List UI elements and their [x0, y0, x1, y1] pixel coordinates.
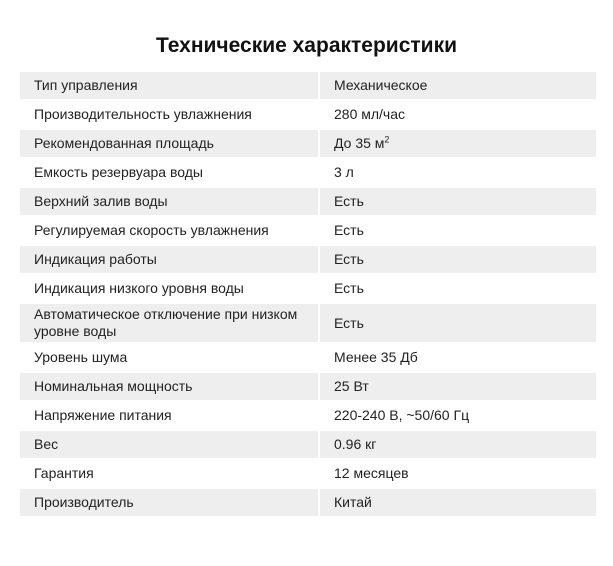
- spec-table: [20, 72, 596, 518]
- spec-value-text: До 35 м: [334, 135, 385, 151]
- spec-name: Рекомендованная площадь: [20, 130, 320, 159]
- table-row: [20, 101, 596, 130]
- table-row: [20, 431, 596, 460]
- spec-value: 280 мл/час: [320, 101, 596, 130]
- spec-value: Менее 35 Дб: [320, 344, 596, 373]
- spec-value: Есть: [320, 304, 596, 344]
- spec-value: [320, 130, 596, 159]
- table-row: [20, 72, 596, 101]
- table-row: [20, 188, 596, 217]
- spec-value: Есть: [320, 188, 596, 217]
- spec-value: 12 месяцев: [320, 460, 596, 489]
- spec-name: Номинальная мощность: [20, 373, 320, 402]
- table-row: [20, 344, 596, 373]
- spec-value-superscript: 2: [384, 134, 390, 145]
- table-row: [20, 217, 596, 246]
- spec-value: Есть: [320, 275, 596, 304]
- spec-name: Верхний залив воды: [20, 188, 320, 217]
- spec-name: Напряжение питания: [20, 402, 320, 431]
- spec-name: Тип управления: [20, 72, 320, 101]
- spec-value: Есть: [320, 217, 596, 246]
- spec-value: 220-240 В, ~50/60 Гц: [320, 402, 596, 431]
- table-row: [20, 246, 596, 275]
- table-row: [20, 373, 596, 402]
- table-row: [20, 460, 596, 489]
- spec-name: Гарантия: [20, 460, 320, 489]
- page-title: Технические характеристики: [155, 34, 458, 57]
- spec-name: Емкость резервуара воды: [20, 159, 320, 188]
- spec-value: 3 л: [320, 159, 596, 188]
- spec-name: Автоматическое отключение при низком уровне воды: [20, 304, 320, 344]
- table-row: [20, 159, 596, 188]
- spec-name: Уровень шума: [20, 344, 320, 373]
- table-row: [20, 304, 596, 344]
- table-row: [20, 275, 596, 304]
- table-row: [20, 489, 596, 518]
- table-row: [20, 130, 596, 159]
- spec-value: 0.96 кг: [320, 431, 596, 460]
- spec-name: Индикация работы: [20, 246, 320, 275]
- spec-name: Регулируемая скорость увлажнения: [20, 217, 320, 246]
- spec-value: Китай: [320, 489, 596, 518]
- spec-value: 25 Вт: [320, 373, 596, 402]
- table-row: [20, 402, 596, 431]
- spec-value: Есть: [320, 246, 596, 275]
- spec-name: Производительность увлажнения: [20, 101, 320, 130]
- spec-name: Вес: [20, 431, 320, 460]
- spec-value: Механическое: [320, 72, 596, 101]
- spec-name: Производитель: [20, 489, 320, 518]
- spec-name: Индикация низкого уровня воды: [20, 275, 320, 304]
